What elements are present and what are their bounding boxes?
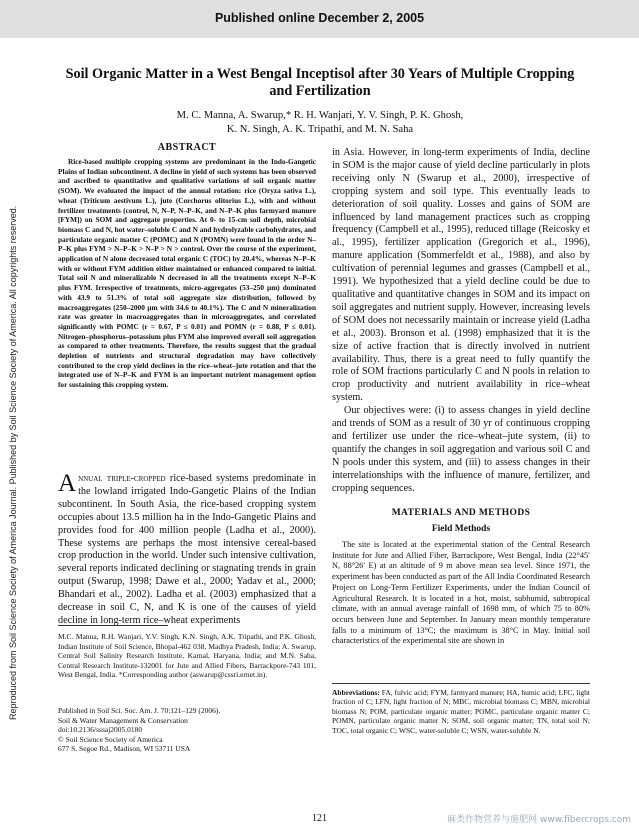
footnote-divider xyxy=(58,625,168,626)
publication-info xyxy=(58,706,316,754)
page-number: 121 xyxy=(312,813,327,824)
pub-info-line: Soil & Water Management & Conservation xyxy=(58,715,188,725)
site-watermark: 麻类作物营养与施肥网 www.fibercrops.com xyxy=(447,815,631,825)
paper-title: Soil Organic Matter in a West Bengal Inceptisol after 30 Years of Multiple Cropping and Fertilization xyxy=(65,66,575,99)
body-paragraph: in Asia. However, in long-term experiments of India, decline in SOM is the major cause of yield decline particularly in plots receiving only N (Swarup et al., 2000), irrespective of cropping system and soil type. This eventually leads to deterioration of soil quality. Losses and gains of SOM are influenced by land management practices such as cropping frequency (Campbell et al., 1995), reduced tillage (Reicosky et al., 1995), fertilizer application (Gregorich et al., 1996), manure application (Sommerfeldt et al., 1988), and also by cultivation of perennial legumes and grasses (Campbell et al., 1991). We hypothesized that a yield decline could be due to qualitative and quantitative changes in SOM and its impact on soil aggregates and nutrient supply. However, increasing levels of SOM does not necessarily maintain or increase yield (Ladha et al., 2003). Bronson et al. (1998) emphasized that it is the size of active fraction that is directly involved in nutrient availability. Thus, there is a great need to fully quantify the role of SOM fractions particularly C and N pools in relation to crop productivity and nutrient availability in rice–wheat system. xyxy=(332,147,590,404)
abstract-heading: ABSTRACT xyxy=(157,142,217,153)
top-banner xyxy=(0,0,639,38)
pub-info-line: Published in Soil Sci. Soc. Am. J. 70:121–129 (2006). xyxy=(58,706,221,715)
pub-info-line: 677 S. Segoe Rd., Madison, WI 53711 USA xyxy=(58,744,191,754)
copyright-side-text: Reproduced from Soil Science Society of America Journal. Published by Soil Science Society of America. All copyrights reserved. xyxy=(8,205,18,720)
abstract-body: Rice-based multiple cropping systems are predominant in the Indo-Gangetic Plains of Indian subcontinent. A decline in yield of such systems has been observed and ascribed to quantitative and qualitative variations of soil organic matter (SOM). We evaluated the impact of the annual rotation: rice (Oryza sativa L.), wheat (Triticum aestivum L.), jute (Corchorus olitorius L.), with and without fertilizer treatments (control, N, N–P, N–P–K, and N–P–K plus farmyard manure [FYM]) on SOM and aggregate properties. At 0- to 15-cm soil depth, microbial biomass C and N, hot water–soluble C and N and hydrolyzable carbohydrates, and particulate organic matter C (POMC) and N (POMN) were found in the order N–P–K plus FYM > N–P–K > N–P > N > control. Over the course of the experiment, application of N alone decreased total organic C (TOC) by 20.4%, whereas N–P–K with or without FYM addition either maintained or enhanced compared to initial. Total soil N and mineralizable N decreased in all the treatments except N–P–K plus FYM. Irrespective of treatments, micro-aggregates (53–250 µm) dominated with 43.9 to 51.3% of total soil aggregate size distribution, followed by macroaggregates (250–2000 µm with 34.6 to 40.1%). The C and N mineralization rate was greater in macroaggregates than in microaggregates, and correlated significantly with POMC (r = 0.67, P ≤ 0.01) and POMN (r = 0.88, P ≤ 0.01). Nitrogen–phosphorus–potassium plus FYM also improved overall soil aggregation as compared to other treatments. Therefore, the results suggest that the gradual depletion of nutrients and structural degradation may have collectively contributed to the crop yield declines in the rice–wheat–jute rotation and that the integrated use of N–P–K and FYM is an important nutrient management option for sustaining this cropping system. xyxy=(58,157,316,390)
drop-cap: A xyxy=(58,470,77,497)
section-heading-materials-methods: MATERIALS AND METHODS xyxy=(391,508,531,518)
abbreviations-text: FA, fulvic acid; FYM, farmyard manure; HA, humic acid; LFC, light fraction of C; LFN, light fraction of N; MBC, microbial biomass C; MBN, microbial biomass N; POM, particulate organic matter; POMC, particulate organic matter C; POMN, particulate organic matter N; SOM, soil organic matter; TN, total soil N; TOC, total organic C; WSC, water-soluble C; WSN, water-soluble N. xyxy=(332,688,590,735)
abbreviations-divider xyxy=(332,683,590,684)
field-methods-paragraph: The site is located at the experimental station of the Central Research Institute for Jute and Allied Fiber, Barrackpore, West Bengal, India (22°45′ N, 88°26′ E) at an altitude of 9 m above mean sea level. Since 1971, the experiment has been conducted as part of the All India Coordinated Research Project on Long-Term Fertilizer Experiments, under the Indian Council of Agricultural Research. It is located in a hot, moist, subhumid, subtropical climate, with an annual average rainfall of 1698 mm, of which 75 to 80% occurs between June and September. In January mean monthly temperature falls to a minimum of 13°C; the maximum is 38°C in May. Initial soil characteristics of the experimental site are shown in xyxy=(332,540,590,646)
authors-line-1: M. C. Manna, A. Swarup,* R. H. Wanjari, Y. V. Singh, P. K. Ghosh, xyxy=(176,110,464,121)
objectives-paragraph: Our objectives were: (i) to assess changes in yield decline and trends of SOM as a result of 30 yr of continuous cropping and fertilizer use under the rice–wheat–jute system, (ii) to quantify the changes in soil aggregation and various soil C and N pools under this system, and (iii) to assess changes in their interrelationships with the influence of manure, fertilizer, and cropping sequences. xyxy=(332,405,590,494)
author-affiliations: M.C. Manna, R.H. Wanjari, Y.V. Singh, K.N. Singh, A.K. Tripathi, and P.K. Ghosh, Indian Institute of Soil Science, Bhopal-462 038, Madhya Pradesh, India; A. Swarup, Central Soil Salinity Research Institute, Karnal, Haryana, India; and M.N. Saha, Central Research Institute-132001 for Jute and Allied Fibers, Barrackpore-743 101, West Bengal, India. *Corresponding author (aswarup@cssri.ernet.in). xyxy=(58,632,316,680)
authors-line-2: K. N. Singh, A. K. Tripathi, and M. N. Saha xyxy=(226,124,414,135)
author-list xyxy=(60,109,580,137)
intro-text: rice-based systems predominate in the lowland irrigated Indo-Gangetic Plains of the Indian subcontinent. In South Asia, the rice-based cropping system occupies about 13.5 million ha in the Indo-Gangetic Plains and provides food for 400 million people (Ladha et al., 2000). These systems are perhaps the most intensive cereal-based crop production in the world. Under such intensive cultivation, several reports indicated declining or stagnating trends in grain output (Swarup, 1998; Dawe et al., 2000; Yadav et al., 2000; Bhandari et al., 2002). Ladha et al. (2003) emphasized that a decrease in soil C, N, and K is one of the causes of yield decline in long-term rice–wheat experiments xyxy=(58,473,316,626)
introduction-paragraph xyxy=(58,470,316,628)
abbreviations-label: Abbreviations: xyxy=(332,688,380,697)
subsection-heading-field-methods: Field Methods xyxy=(431,524,491,534)
intro-smallcaps: nnual triple-cropped xyxy=(78,473,166,484)
publication-date-banner: Published online December 2, 2005 xyxy=(214,11,425,25)
pub-info-line: © Soil Science Society of America xyxy=(58,734,163,744)
abbreviations-footnote xyxy=(332,688,590,735)
right-column-body xyxy=(332,147,590,495)
pub-info-line: doi:10.2136/sssaj2005.0180 xyxy=(58,725,143,735)
